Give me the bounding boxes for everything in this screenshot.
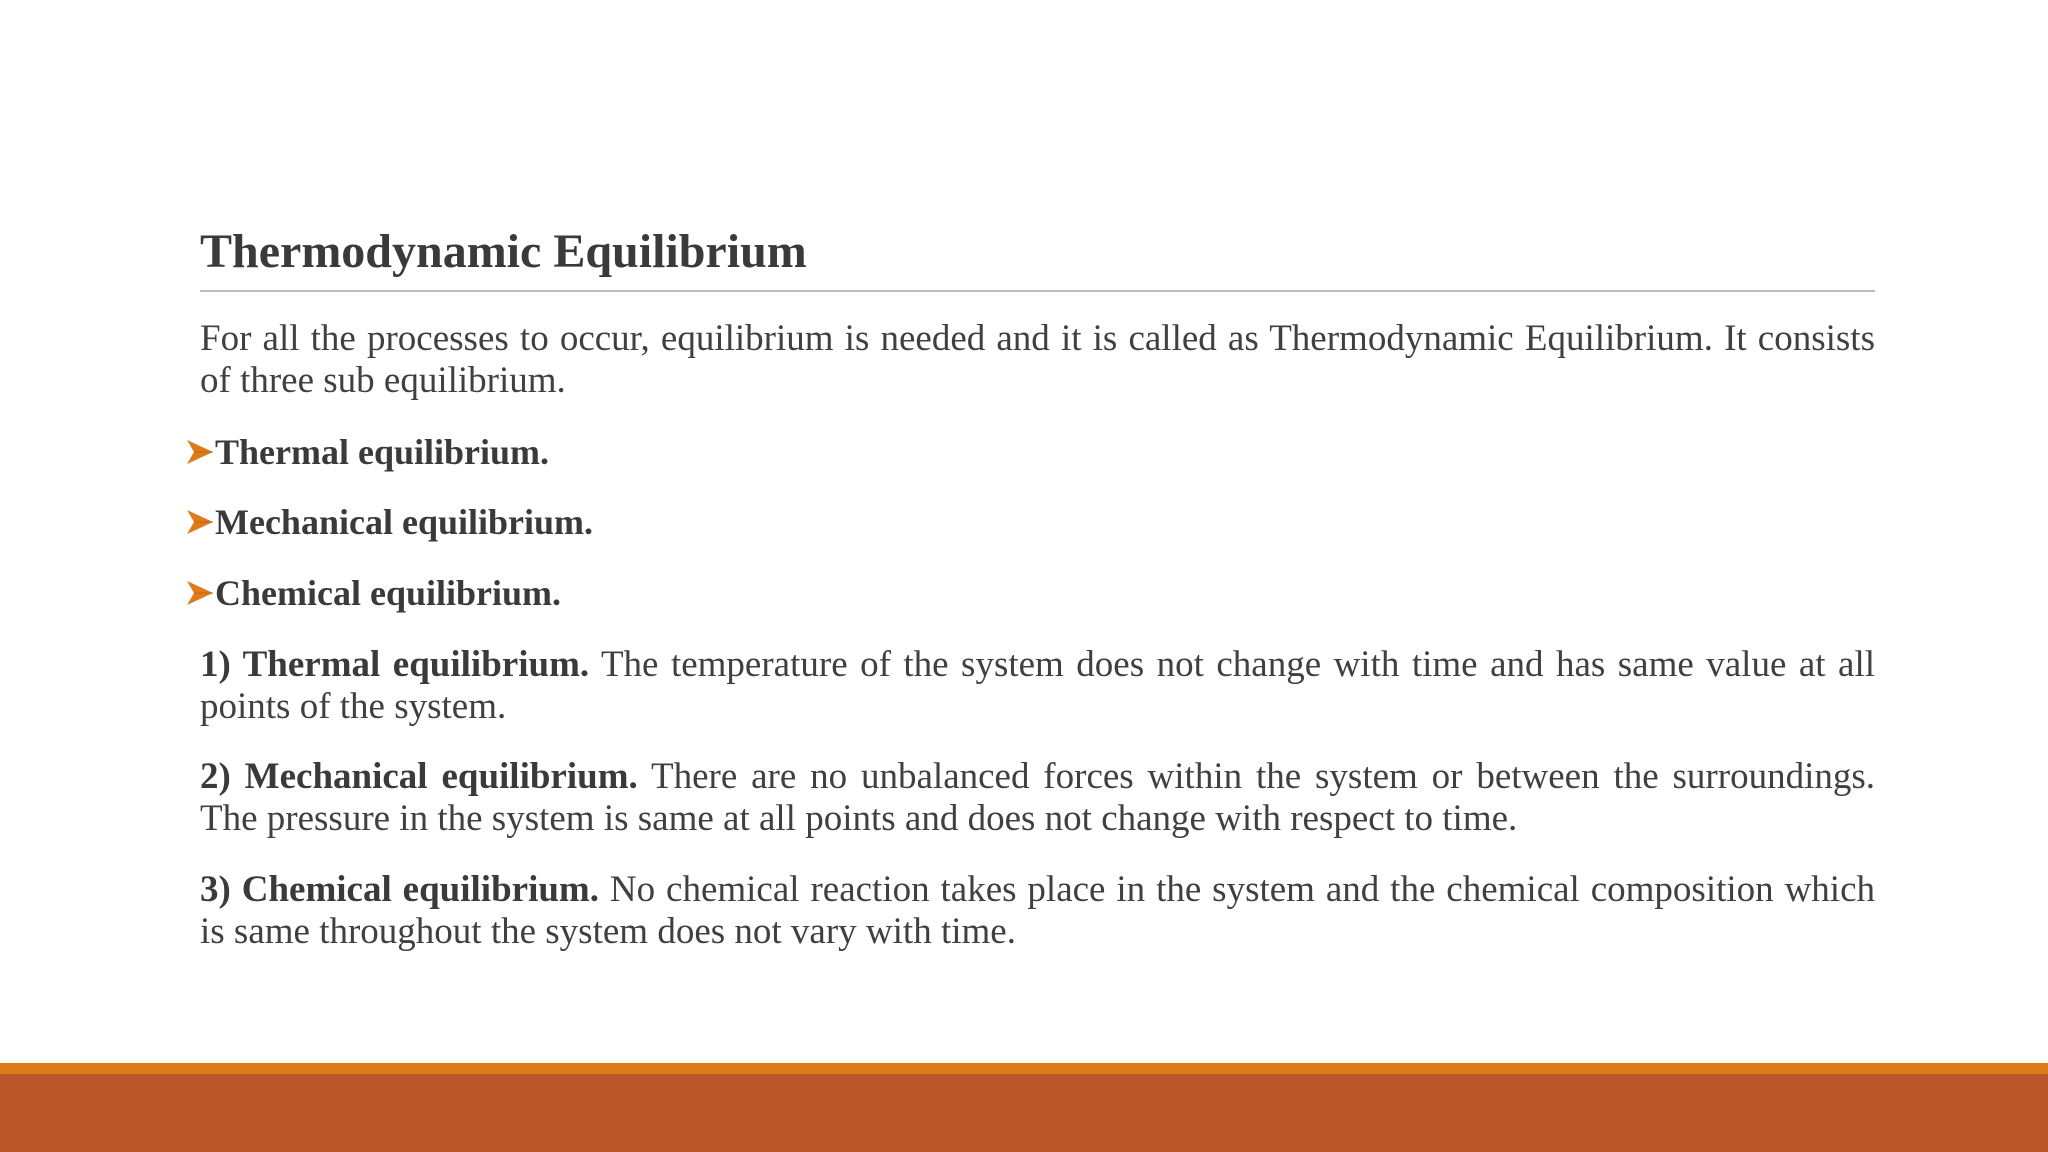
detail-heading: 2) Mechanical equilibrium. — [200, 756, 638, 797]
arrow-bullet-icon — [185, 507, 215, 537]
footer-accent-stripe — [0, 1063, 2048, 1074]
bullet-label: Chemical equilibrium. — [215, 573, 562, 613]
detail-heading: 1) Thermal equilibrium. — [200, 644, 590, 685]
intro-paragraph: For all the processes to occur, equilibrium is needed and it is called as Thermodynamic Equilibrium. It consists of three sub equilibrium. — [200, 318, 1875, 401]
arrow-bullet-icon — [185, 437, 215, 467]
detail-thermal — [200, 644, 1875, 728]
detail-text: No chemical reaction takes place in the system and the chemical composition which is same throughout the system does not vary with time. — [200, 869, 1875, 952]
title-divider — [200, 290, 1875, 292]
slide-title: Thermodynamic Equilibrium — [200, 225, 807, 278]
detail-mechanical — [200, 756, 1875, 840]
detail-heading: 3) Chemical equilibrium. — [200, 869, 599, 910]
detail-text: The temperature of the system does not change with time and has same value at all points of the system. — [200, 644, 1875, 727]
bullet-mechanical — [185, 500, 593, 544]
bullet-thermal — [185, 430, 549, 474]
bullet-label: Mechanical equilibrium. — [215, 502, 593, 542]
detail-text: There are no unbalanced forces within the system or between the surroundings. The pressure in the system is same at all points and does not change with respect to time. — [200, 756, 1875, 839]
footer-band — [0, 1074, 2048, 1152]
arrow-bullet-icon — [185, 578, 215, 608]
bullet-label: Thermal equilibrium. — [215, 432, 550, 472]
detail-chemical — [200, 869, 1875, 953]
bullet-chemical — [185, 571, 561, 615]
